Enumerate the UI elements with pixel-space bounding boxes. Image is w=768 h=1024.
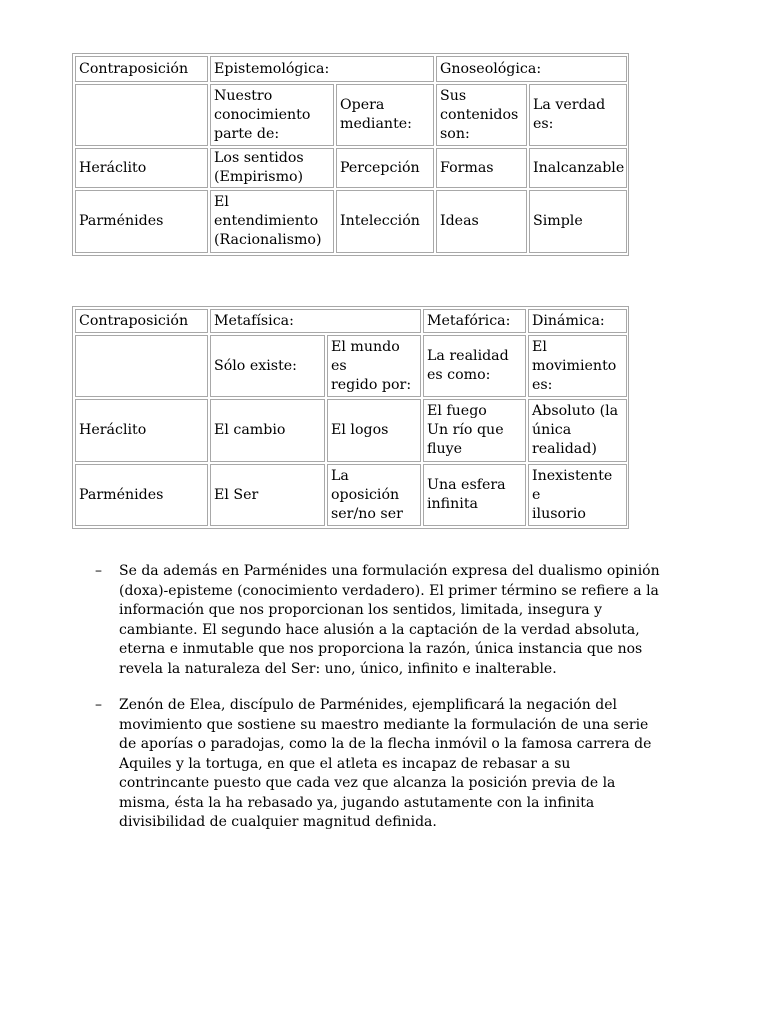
table-subheader-cell: Opera mediante: bbox=[336, 84, 434, 146]
bullet-list bbox=[95, 562, 665, 850]
table-subheader-cell: Sus contenidos son: bbox=[436, 84, 527, 146]
table-cell: El cambio bbox=[210, 399, 325, 462]
table-subheader-cell: Sólo existe: bbox=[210, 335, 325, 397]
table-cell: La oposición ser/no ser bbox=[327, 464, 421, 526]
table-header-cell: Metafórica: bbox=[423, 309, 526, 333]
table-metafisica bbox=[72, 306, 629, 529]
table-cell: Simple bbox=[529, 190, 627, 253]
table-epistemologica bbox=[72, 53, 629, 256]
table-header-cell: Epistemológica: bbox=[210, 56, 434, 82]
table-cell: Los sentidos (Empirismo) bbox=[210, 148, 334, 188]
table-cell: El logos bbox=[327, 399, 421, 462]
paragraph-text: Se da además en Parménides una formulación expresa del dualismo opinión (doxa)-episteme (conocimiento verdadero). El primer término se refiere a la información que nos proporcionan los sentidos, limitada, insegura y cambiante. El segundo hace alusión a la captación de la verdad absoluta, eterna e inmutable que nos proporciona la razón, única instancia que nos revela la naturaleza del Ser: uno, único, infinito e inalterable. bbox=[119, 563, 660, 677]
table-row-label: Heráclito bbox=[75, 148, 208, 188]
table-cell: Una esfera infinita bbox=[423, 464, 526, 526]
table-subheader-cell: La verdad es: bbox=[529, 84, 627, 146]
table-header-cell: Dinámica: bbox=[528, 309, 627, 333]
table-cell: Absoluto (la única realidad) bbox=[528, 399, 627, 462]
table-header-cell: Gnoseológica: bbox=[436, 56, 627, 82]
table-cell bbox=[75, 84, 208, 146]
table-subheader-cell: El movimiento es: bbox=[528, 335, 627, 397]
table-subheader-cell: El mundo es regido por: bbox=[327, 335, 421, 397]
table-cell: El fuego Un río que fluye bbox=[423, 399, 526, 462]
table-header-cell: Metafísica: bbox=[210, 309, 421, 333]
list-item bbox=[95, 696, 665, 833]
table-cell bbox=[75, 335, 208, 397]
table-cell: El entendimiento (Racionalismo) bbox=[210, 190, 334, 253]
list-item bbox=[95, 562, 665, 679]
table-subheader-cell: La realidad es como: bbox=[423, 335, 526, 397]
table-row-label: Parménides bbox=[75, 464, 208, 526]
bullet-dash: – bbox=[95, 697, 102, 713]
table-row-label: Heráclito bbox=[75, 399, 208, 462]
table-header-cell: Contraposición bbox=[75, 309, 208, 333]
table-cell: Intelección bbox=[336, 190, 434, 253]
paragraph-text: Zenón de Elea, discípulo de Parménides, ejemplificará la negación del movimiento que sostiene su maestro mediante la formulación de una serie de aporías o paradojas, como la de la flecha inmóvil o la famosa carrera de Aquiles y la tortuga, en que el atleta es incapaz de rebasar a su contrincante puesto que cada vez que alcanza la posición previa de la misma, ésta la ha rebasado ya, jugando astutamente con la infinita divisibilidad de cualquier magnitud definida. bbox=[119, 697, 652, 830]
table-row-label: Parménides bbox=[75, 190, 208, 253]
table-cell: Inexistente e ilusorio bbox=[528, 464, 627, 526]
table-cell: Percepción bbox=[336, 148, 434, 188]
table-header-cell: Contraposición bbox=[75, 56, 208, 82]
bullet-dash: – bbox=[95, 563, 102, 579]
table-cell: El Ser bbox=[210, 464, 325, 526]
table-cell: Inalcanzable bbox=[529, 148, 627, 188]
table-cell: Ideas bbox=[436, 190, 527, 253]
table-subheader-cell: Nuestro conocimiento parte de: bbox=[210, 84, 334, 146]
table-cell: Formas bbox=[436, 148, 527, 188]
